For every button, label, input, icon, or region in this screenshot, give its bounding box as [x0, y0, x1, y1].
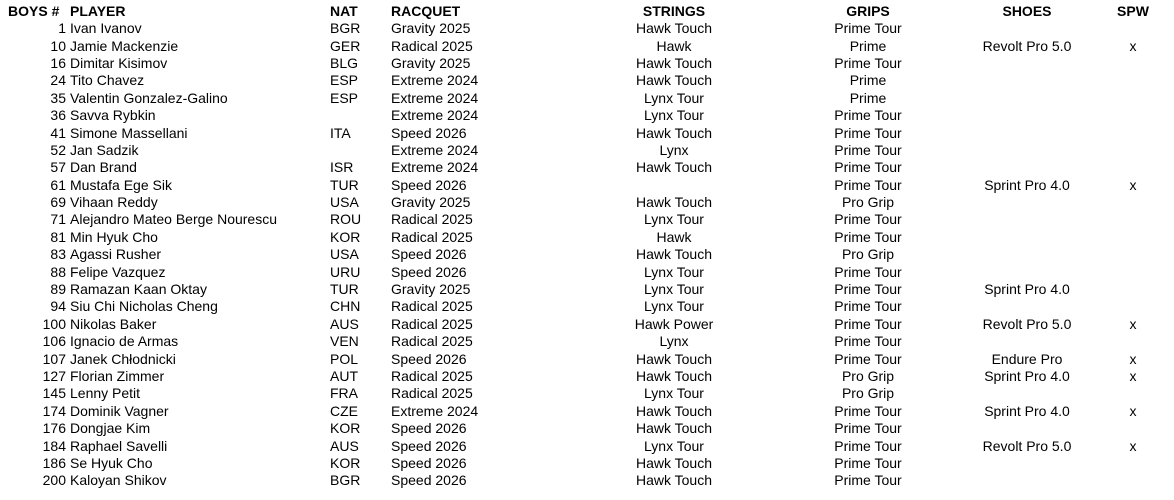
cell-shoes: Revolt Pro 5.0	[982, 437, 1072, 454]
cell-boys-number: 184	[42, 437, 66, 454]
cell-boys-number: 83	[50, 246, 66, 263]
cell-player: Alejandro Mateo Berge Nourescu	[70, 211, 278, 228]
cell-strings: Hawk Touch	[635, 246, 712, 263]
cell-strings: Hawk Touch	[635, 54, 712, 71]
cell-player: Valentin Gonzalez-Galino	[70, 89, 228, 106]
cell-racquet: Gravity 2025	[391, 281, 471, 298]
cell-racquet: Speed 2026	[391, 263, 467, 280]
cell-grips: Prime Tour	[834, 333, 902, 350]
cell-strings: Lynx Tour	[644, 385, 704, 402]
cell-strings: Hawk Touch	[635, 194, 712, 211]
cell-boys-number: 71	[50, 211, 66, 228]
cell-boys-number: 69	[50, 194, 66, 211]
cell-racquet: Gravity 2025	[391, 20, 471, 37]
cell-racquet: Extreme 2024	[391, 402, 479, 419]
table-row	[0, 281, 1174, 298]
table-row	[0, 142, 1174, 159]
cell-grips: Prime	[849, 89, 887, 106]
cell-strings: Hawk Touch	[635, 454, 712, 471]
cell-nat: KOR	[330, 228, 361, 245]
cell-grips: Prime Tour	[834, 420, 902, 437]
cell-boys-number: 176	[42, 420, 66, 437]
cell-grips: Prime Tour	[834, 228, 902, 245]
cell-grips: Prime Tour	[834, 54, 902, 71]
cell-nat: CHN	[330, 298, 361, 315]
header-grips: GRIPS	[846, 3, 890, 19]
cell-nat: AUS	[330, 437, 359, 454]
cell-strings: Lynx Tour	[644, 89, 704, 106]
table-row	[0, 20, 1174, 37]
cell-shoes: Revolt Pro 5.0	[982, 315, 1072, 332]
cell-strings: Hawk Touch	[635, 472, 712, 489]
cell-player: Lenny Petit	[70, 385, 141, 402]
table-body	[0, 20, 1174, 490]
cell-shoes	[962, 107, 1092, 124]
cell-racquet: Radical 2025	[391, 228, 473, 245]
cell-spw	[1092, 281, 1174, 298]
cell-shoes: Sprint Pro 4.0	[984, 176, 1070, 193]
cell-strings: Lynx Tour	[644, 437, 704, 454]
cell-boys-number: 41	[50, 124, 66, 141]
cell-spw: x	[1129, 315, 1137, 332]
cell-shoes	[962, 124, 1092, 141]
cell-player: Felipe Vazquez	[70, 263, 166, 280]
cell-spw: x	[1129, 368, 1137, 384]
table-row	[0, 177, 1174, 194]
cell-player: Agassi Rusher	[70, 246, 162, 263]
cell-shoes	[962, 159, 1092, 176]
cell-nat: BLG	[330, 54, 359, 71]
cell-grips: Pro Grip	[841, 194, 895, 211]
cell-nat: ISR	[330, 159, 354, 176]
cell-spw	[1092, 298, 1174, 315]
cell-racquet: Speed 2026	[391, 350, 467, 367]
header-shoes: SHOES	[1002, 3, 1052, 19]
cell-player: Kaloyan Shikov	[70, 472, 167, 489]
cell-grips: Prime Tour	[834, 472, 902, 489]
cell-racquet: Speed 2026	[391, 472, 467, 489]
cell-boys-number: 186	[42, 454, 66, 471]
cell-player: Jan Sadzik	[70, 141, 139, 158]
header-boys-number: BOYS #	[8, 3, 60, 19]
cell-grips: Prime	[849, 37, 887, 54]
cell-nat: ROU	[330, 211, 362, 228]
header-player: PLAYER	[70, 3, 126, 19]
cell-strings: Hawk Touch	[635, 159, 712, 176]
cell-strings: Hawk Touch	[635, 72, 712, 89]
cell-shoes: Sprint Pro 4.0	[984, 368, 1070, 384]
cell-boys-number: 81	[50, 228, 66, 245]
table-row	[0, 229, 1174, 246]
cell-spw	[1092, 55, 1174, 72]
cell-shoes	[962, 333, 1092, 350]
cell-nat: GER	[330, 37, 361, 54]
cell-player: Dongjae Kim	[70, 420, 151, 437]
cell-shoes	[962, 194, 1092, 211]
cell-racquet: Gravity 2025	[391, 194, 471, 211]
cell-boys-number: 88	[50, 263, 66, 280]
cell-spw	[1092, 90, 1174, 107]
cell-nat: VEN	[330, 333, 359, 350]
table-row	[0, 107, 1174, 124]
cell-grips: Prime Tour	[834, 141, 902, 158]
header-nat: NAT	[330, 3, 358, 19]
cell-strings: Hawk	[656, 37, 692, 54]
cell-grips: Prime Tour	[834, 437, 902, 454]
cell-grips: Prime Tour	[834, 315, 902, 332]
table-row	[0, 124, 1174, 141]
cell-player: Ramazan Kaan Oktay	[70, 281, 207, 298]
cell-nat: KOR	[330, 454, 361, 471]
cell-strings: Hawk Power	[634, 315, 714, 332]
cell-nat: BGR	[330, 20, 361, 37]
cell-racquet: Speed 2026	[391, 176, 467, 193]
cell-nat: POL	[330, 350, 359, 367]
cell-player: Ignacio de Armas	[70, 333, 179, 350]
cell-player: Min Hyuk Cho	[70, 228, 158, 245]
cell-strings: Lynx Tour	[644, 263, 704, 280]
cell-nat: AUS	[330, 315, 359, 332]
cell-strings	[574, 177, 774, 194]
cell-nat: URU	[330, 263, 361, 280]
cell-strings: Hawk Touch	[635, 368, 712, 384]
cell-nat: ESP	[330, 72, 359, 89]
table-row	[0, 194, 1174, 211]
cell-strings: Hawk Touch	[635, 402, 712, 419]
cell-boys-number: 57	[50, 159, 66, 176]
cell-boys-number: 100	[42, 315, 66, 332]
table-row	[0, 298, 1174, 315]
cell-boys-number: 89	[50, 281, 66, 298]
cell-shoes	[962, 90, 1092, 107]
cell-player: Raphael Savelli	[70, 437, 168, 454]
cell-boys-number: 106	[42, 333, 66, 350]
cell-player: Jamie Mackenzie	[70, 37, 179, 54]
cell-spw	[1092, 194, 1174, 211]
cell-racquet: Speed 2026	[391, 420, 467, 437]
table-row	[0, 90, 1174, 107]
cell-nat: ESP	[330, 89, 359, 106]
cell-shoes	[962, 142, 1092, 159]
cell-spw	[1092, 72, 1174, 89]
cell-boys-number: 145	[42, 385, 66, 402]
cell-racquet: Radical 2025	[391, 37, 473, 54]
cell-spw	[1092, 211, 1174, 228]
cell-racquet: Extreme 2024	[391, 72, 479, 89]
cell-nat: FRA	[330, 385, 358, 402]
cell-boys-number: 16	[50, 54, 66, 71]
cell-racquet: Radical 2025	[391, 315, 473, 332]
cell-nat: CZE	[330, 402, 358, 419]
cell-grips: Pro Grip	[841, 385, 895, 402]
table-row	[0, 263, 1174, 280]
cell-player: Janek Chłodnicki	[70, 350, 176, 367]
cell-shoes: Sprint Pro 4.0	[984, 281, 1070, 298]
cell-strings: Lynx Tour	[644, 107, 704, 124]
cell-racquet: Radical 2025	[391, 333, 473, 350]
table-row	[0, 403, 1174, 420]
cell-player: Florian Zimmer	[70, 368, 165, 384]
cell-nat: TUR	[330, 281, 359, 298]
cell-shoes	[962, 246, 1092, 263]
cell-shoes	[962, 72, 1092, 89]
cell-player: Tito Chavez	[70, 72, 145, 89]
cell-shoes	[962, 211, 1092, 228]
cell-shoes	[962, 20, 1092, 37]
table-row	[0, 55, 1174, 72]
cell-racquet: Extreme 2024	[391, 141, 479, 158]
table-row	[0, 72, 1174, 89]
cell-racquet: Extreme 2024	[391, 89, 479, 106]
cell-nat: ITA	[330, 124, 351, 141]
cell-nat: TUR	[330, 176, 359, 193]
table-row	[0, 368, 1174, 385]
cell-player: Mustafa Ege Sik	[70, 176, 172, 193]
table-row	[0, 211, 1174, 228]
cell-player: Siu Chi Nicholas Cheng	[70, 298, 218, 315]
cell-spw	[1092, 142, 1174, 159]
cell-racquet: Speed 2026	[391, 454, 467, 471]
cell-shoes: Revolt Pro 5.0	[982, 37, 1072, 54]
cell-player: Ivan Ivanov	[70, 20, 142, 37]
cell-grips: Pro Grip	[841, 246, 895, 263]
cell-shoes	[962, 472, 1092, 489]
header-row	[0, 0, 1174, 20]
cell-nat: AUT	[330, 368, 358, 384]
cell-spw: x	[1129, 37, 1137, 54]
cell-player: Vihaan Reddy	[70, 194, 158, 211]
cell-nat	[330, 107, 391, 124]
cell-spw	[1092, 333, 1174, 350]
cell-spw	[1092, 124, 1174, 141]
cell-spw	[1092, 472, 1174, 489]
cell-grips: Prime Tour	[834, 176, 902, 193]
cell-spw	[1092, 20, 1174, 37]
cell-spw: x	[1129, 402, 1137, 419]
cell-nat: BGR	[330, 472, 361, 489]
cell-strings: Lynx	[659, 141, 689, 158]
cell-spw	[1092, 229, 1174, 246]
cell-racquet: Extreme 2024	[391, 159, 479, 176]
cell-spw	[1092, 420, 1174, 437]
cell-strings: Lynx Tour	[644, 281, 704, 298]
cell-racquet: Speed 2026	[391, 437, 467, 454]
cell-shoes	[962, 229, 1092, 246]
cell-racquet: Radical 2025	[391, 211, 473, 228]
cell-boys-number: 1	[58, 20, 66, 37]
cell-boys-number: 10	[50, 37, 66, 54]
cell-racquet: Radical 2025	[391, 385, 473, 402]
cell-nat: KOR	[330, 420, 361, 437]
cell-strings: Lynx Tour	[644, 211, 704, 228]
cell-shoes	[962, 385, 1092, 402]
table-row	[0, 455, 1174, 472]
cell-spw	[1092, 385, 1174, 402]
cell-spw	[1092, 263, 1174, 280]
cell-grips: Prime Tour	[834, 211, 902, 228]
cell-strings: Hawk Touch	[635, 420, 712, 437]
cell-player: Se Hyuk Cho	[70, 454, 153, 471]
cell-strings: Hawk	[656, 228, 692, 245]
cell-spw: x	[1129, 176, 1137, 193]
cell-spw: x	[1129, 437, 1137, 454]
table-row	[0, 316, 1174, 333]
cell-grips: Prime Tour	[834, 263, 902, 280]
cell-strings: Lynx	[659, 333, 689, 350]
cell-boys-number: 52	[50, 141, 66, 158]
cell-grips: Prime Tour	[834, 20, 902, 37]
cell-player: Dominik Vagner	[70, 402, 169, 419]
cell-grips: Prime Tour	[834, 402, 902, 419]
cell-spw	[1092, 246, 1174, 263]
cell-shoes	[962, 263, 1092, 280]
table-row	[0, 333, 1174, 350]
cell-boys-number: 24	[50, 72, 66, 89]
cell-strings: Hawk Touch	[635, 124, 712, 141]
cell-player: Savva Rybkin	[70, 107, 156, 124]
cell-player: Simone Massellani	[70, 124, 188, 141]
cell-shoes	[962, 298, 1092, 315]
cell-grips: Prime	[849, 72, 887, 89]
cell-nat	[330, 142, 391, 159]
header-spw: SPW	[1117, 3, 1149, 19]
table-row	[0, 159, 1174, 176]
table-row	[0, 420, 1174, 437]
header-racquet: RACQUET	[391, 3, 461, 19]
cell-shoes	[962, 55, 1092, 72]
cell-strings: Hawk Touch	[635, 20, 712, 37]
header-strings: STRINGS	[642, 3, 706, 19]
cell-player: Nikolas Baker	[70, 315, 157, 332]
cell-strings: Hawk Touch	[635, 350, 712, 367]
cell-racquet: Speed 2026	[391, 124, 467, 141]
cell-racquet: Extreme 2024	[391, 107, 479, 124]
cell-racquet: Radical 2025	[391, 298, 473, 315]
cell-shoes: Endure Pro	[991, 350, 1063, 367]
cell-grips: Prime Tour	[834, 107, 902, 124]
table-row	[0, 246, 1174, 263]
cell-boys-number: 174	[42, 402, 66, 419]
cell-boys-number: 61	[50, 176, 66, 193]
cell-player: Dimitar Kisimov	[70, 54, 168, 71]
cell-grips: Prime Tour	[834, 124, 902, 141]
cell-shoes: Sprint Pro 4.0	[984, 402, 1070, 419]
cell-spw: x	[1129, 350, 1137, 367]
cell-spw	[1092, 159, 1174, 176]
cell-spw	[1092, 107, 1174, 124]
cell-grips: Prime Tour	[834, 454, 902, 471]
cell-spw	[1092, 455, 1174, 472]
cell-boys-number: 94	[50, 298, 66, 315]
cell-grips: Prime Tour	[834, 350, 902, 367]
cell-nat: USA	[330, 194, 359, 211]
cell-racquet: Gravity 2025	[391, 54, 471, 71]
table-row	[0, 472, 1174, 489]
cell-shoes	[962, 455, 1092, 472]
cell-shoes	[962, 420, 1092, 437]
cell-player: Dan Brand	[70, 159, 137, 176]
cell-grips: Prime Tour	[834, 281, 902, 298]
table-row	[0, 37, 1174, 54]
cell-boys-number: 127	[42, 368, 66, 384]
cell-racquet: Speed 2026	[391, 246, 467, 263]
cell-strings: Lynx Tour	[644, 298, 704, 315]
cell-racquet: Radical 2025	[391, 368, 473, 384]
table-row	[0, 385, 1174, 402]
cell-boys-number: 36	[50, 107, 66, 124]
cell-grips: Pro Grip	[841, 368, 895, 384]
table-row	[0, 350, 1174, 367]
cell-boys-number: 200	[42, 472, 66, 489]
cell-nat: USA	[330, 246, 359, 263]
cell-grips: Prime Tour	[834, 298, 902, 315]
cell-grips: Prime Tour	[834, 159, 902, 176]
cell-boys-number: 107	[42, 350, 66, 367]
table-row	[0, 437, 1174, 454]
cell-boys-number: 35	[50, 89, 66, 106]
